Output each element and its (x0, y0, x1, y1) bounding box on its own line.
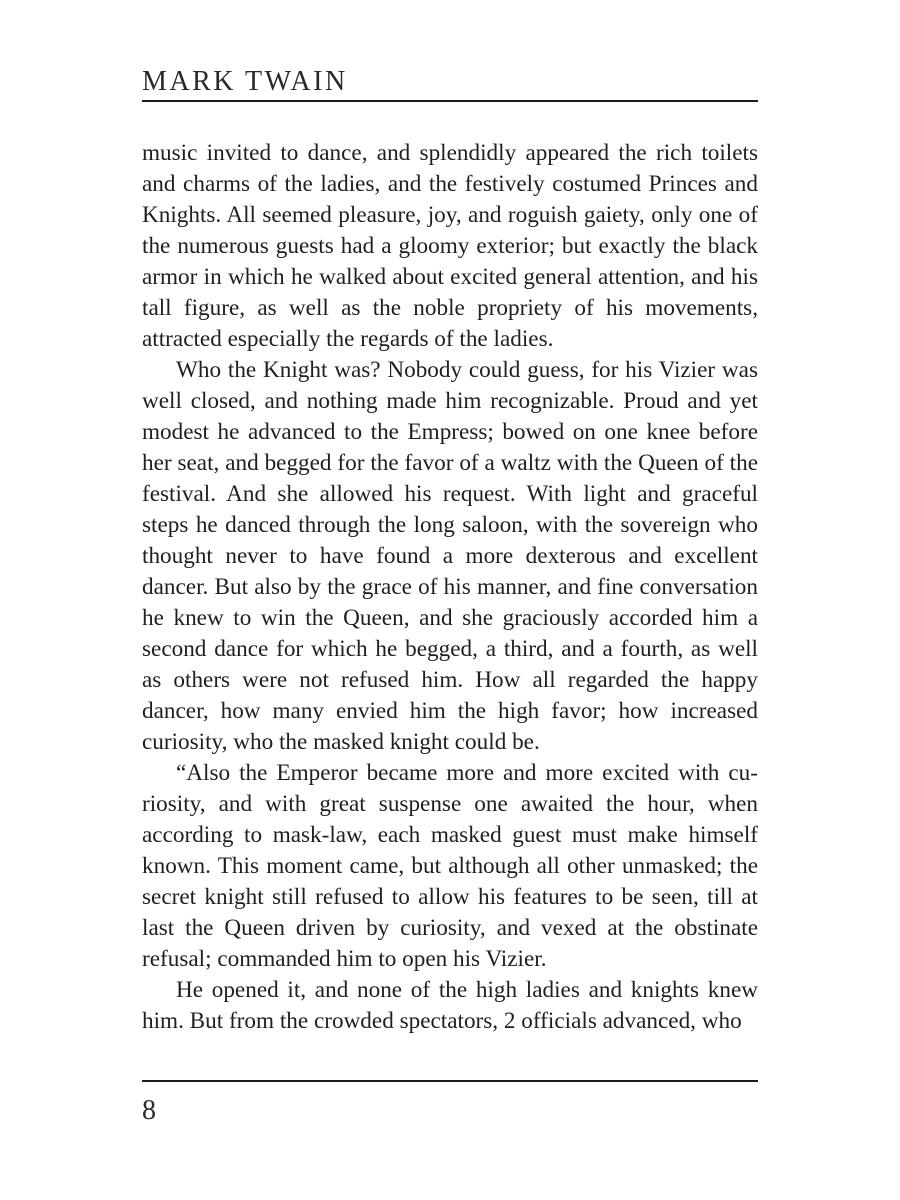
running-head: MARK TWAIN (142, 66, 348, 97)
header-rule (142, 100, 758, 102)
footer-rule (142, 1080, 758, 1082)
body-text (142, 138, 758, 1037)
paragraph-3: “Also the Emperor became more and more excited with curiosity, and with great suspense one awaited the hour, when according to mask-law, each masked guest must make himself known. This moment came, but although all other unmasked; the secret knight still refused to allow his features to be seen, till at last the Queen driven by curiosity, and vexed at the obstinate refusal; commanded him to open his Vizier. (142, 760, 758, 972)
page-number: 8 (142, 1095, 156, 1126)
paragraph-1: music invited to dance, and splendidly appeared the rich toilets and charms of the ladies, and the festively costumed Princes and Knights. All seemed pleasure, joy, and roguish gaiety, only one of the numerous guests had a gloomy exterior; but exactly the black armor in which he walked about excited general attention, and his tall figure, as well as the noble propriety of his movements, attracted especially the regards of the ladies. (142, 140, 758, 352)
paragraph-4: He opened it, and none of the high ladies and knights knew him. But from the crowded spectators, 2 officials advanced, who (142, 977, 758, 1034)
paragraph-2: Who the Knight was? Nobody could guess, for his Vizier was well closed, and nothing made him recognizable. Proud and yet modest he advanced to the Empress; bowed on one knee before her seat, and begged for the favor of a waltz with the Queen of the festival. And she allowed his request. With light and graceful steps he danced through the long saloon, with the sovereign who thought never to have found a more dexterous and excellent dancer. But also by the grace of his manner, and fine conversation he knew to win the Queen, and she graciously accorded him a second dance for which he begged, a third, and a fourth, as well as others were not refused him. How all regarded the happy dancer, how many envied him the high favor; how increased curiosity, who the masked knight could be. (142, 357, 758, 755)
